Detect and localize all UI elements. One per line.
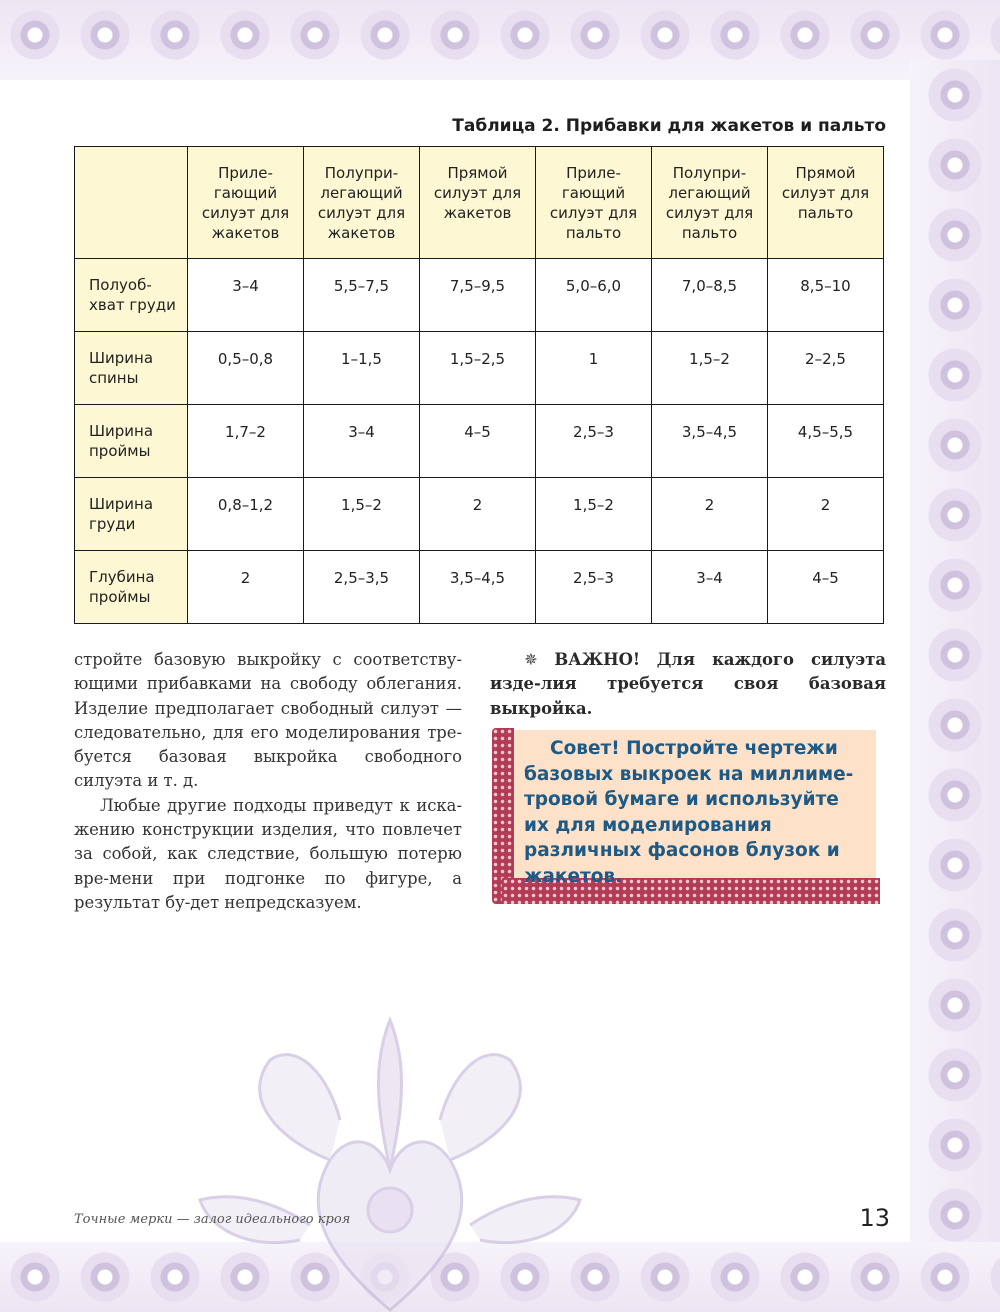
table-cell: 4–5 xyxy=(768,551,884,624)
tip-text: Совет! Постройте чертежи базовых выкроек на миллиме-тровой бумаге и используйте их для моделирования различных фасонов блузок и жакетов. xyxy=(524,738,854,887)
table-cell: 3,5–4,5 xyxy=(652,405,768,478)
paragraph: Любые другие подходы приведут к иска-жению конструкции изделия, что повлечет за собой, как следствие, большую потерю вре-мени при подгонке по фигуре, а результат бу-дет непредсказуем. xyxy=(74,795,462,912)
row-header: Ширина проймы xyxy=(75,405,188,478)
table-cell: 1,5–2 xyxy=(652,332,768,405)
table-cell: 1,5–2,5 xyxy=(420,332,536,405)
column-header: Прямой силуэт для жакетов xyxy=(420,147,536,259)
important-note xyxy=(490,648,886,721)
important-label: ВАЖНО! xyxy=(554,650,641,669)
table-cell: 4–5 xyxy=(420,405,536,478)
table-cell: 1 xyxy=(536,332,652,405)
table-cell: 2 xyxy=(768,478,884,551)
table-header-row xyxy=(75,147,884,259)
table-row xyxy=(75,332,884,405)
running-title: Точные мерки — залог идеального кроя xyxy=(74,1212,351,1227)
column-header: Прямой силуэт для пальто xyxy=(768,147,884,259)
table-title: Таблица 2. Прибавки для жакетов и пальто xyxy=(452,116,886,136)
column-header: Полупри- легающий силуэт для пальто xyxy=(652,147,768,259)
table-cell: 3,5–4,5 xyxy=(420,551,536,624)
row-header: Ширина спины xyxy=(75,332,188,405)
page-number: 13 xyxy=(859,1204,890,1232)
table-row xyxy=(75,478,884,551)
addons-table xyxy=(74,146,884,624)
table-cell: 1,7–2 xyxy=(188,405,304,478)
row-header: Полуоб- хват груди xyxy=(75,259,188,332)
table-row xyxy=(75,551,884,624)
table-row xyxy=(75,405,884,478)
table-cell: 4,5–5,5 xyxy=(768,405,884,478)
table-cell: 1–1,5 xyxy=(304,332,420,405)
lace-right-border xyxy=(910,60,1000,1312)
column-header: Приле- гающий силуэт для жакетов xyxy=(188,147,304,259)
star-icon: ✵ xyxy=(524,650,538,669)
table-cell: 3–4 xyxy=(652,551,768,624)
flower-ornament-icon xyxy=(180,1010,600,1312)
table-cell: 2 xyxy=(188,551,304,624)
paragraph: стройте базовую выкройку с соответству-ющими прибавками на свободу облегания. Изделие предполагает свободный силуэт — следовательно, для его моделирования тре-буется базовая выкройка свободного силуэта и т. д. xyxy=(74,650,462,791)
table-cell: 3–4 xyxy=(188,259,304,332)
table-cell: 2,5–3 xyxy=(536,551,652,624)
table-cell: 1,5–2 xyxy=(536,478,652,551)
table-cell: 2,5–3,5 xyxy=(304,551,420,624)
table-corner-cell xyxy=(75,147,188,259)
table-cell: 5,5–7,5 xyxy=(304,259,420,332)
lace-top-border xyxy=(0,0,1000,80)
important-text: Для каждого силуэта изде-лия требуется своя базовая выкройка. xyxy=(490,650,886,718)
column-header: Полупри- легающий силуэт для жакетов xyxy=(304,147,420,259)
table-cell: 2–2,5 xyxy=(768,332,884,405)
table-cell: 5,0–6,0 xyxy=(536,259,652,332)
body-text xyxy=(74,648,462,915)
table-cell: 8,5–10 xyxy=(768,259,884,332)
row-header: Глубина проймы xyxy=(75,551,188,624)
table-cell: 7,5–9,5 xyxy=(420,259,536,332)
table-cell: 2 xyxy=(652,478,768,551)
table-cell: 0,8–1,2 xyxy=(188,478,304,551)
tip-panel xyxy=(514,730,876,887)
tip-box xyxy=(492,728,880,904)
column-header: Приле- гающий силуэт для пальто xyxy=(536,147,652,259)
table-row xyxy=(75,259,884,332)
table-cell: 2 xyxy=(420,478,536,551)
table-cell: 1,5–2 xyxy=(304,478,420,551)
row-header: Ширина груди xyxy=(75,478,188,551)
table-cell: 0,5–0,8 xyxy=(188,332,304,405)
table-cell: 3–4 xyxy=(304,405,420,478)
table-cell: 7,0–8,5 xyxy=(652,259,768,332)
table-cell: 2,5–3 xyxy=(536,405,652,478)
